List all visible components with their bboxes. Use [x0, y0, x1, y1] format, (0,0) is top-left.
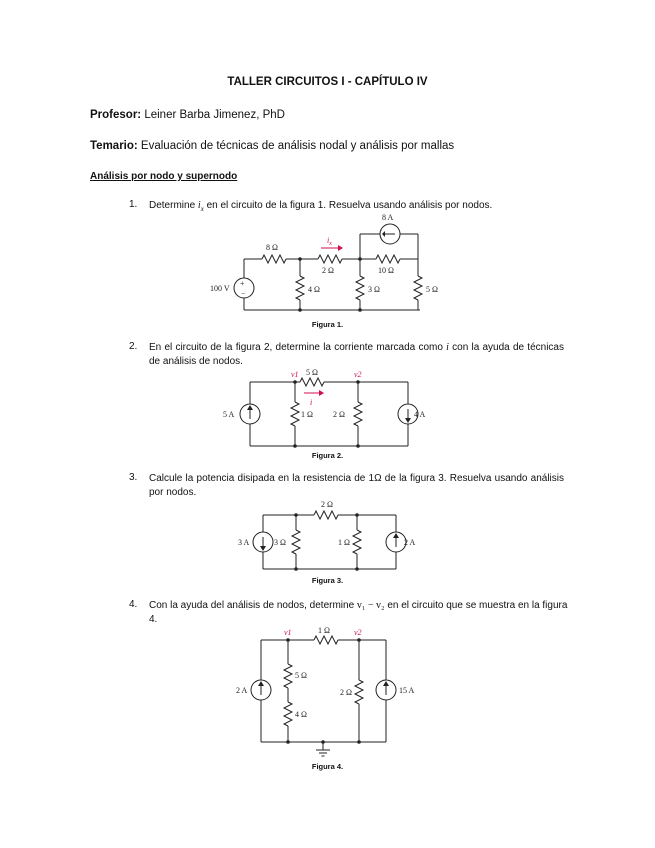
- problem-2-text: En el circuito de la figura 2, determine la corriente marcada como i con la ayuda de técnicas de análisis de nodos.: [149, 342, 564, 367]
- voltage-source-label: 100 V: [210, 284, 230, 293]
- figure-4-circuit: [234, 626, 424, 758]
- v1-label: v1: [284, 628, 292, 637]
- r-top-label: 2 Ω: [321, 500, 333, 509]
- r-right-label: 2 Ω: [340, 688, 352, 697]
- temario-line: [90, 140, 454, 152]
- resistor-1-ohm: [353, 530, 361, 554]
- src-right-label: 4 A: [414, 410, 426, 419]
- problem-3-text: Calcule la potencia disipada en la resistencia de 1Ω de la figura 3. Resuelva usando análisis por nodos.: [149, 473, 564, 498]
- document-title: TALLER CIRCUITOS I - CAPÍTULO IV: [227, 76, 428, 88]
- r-top-label: 5 Ω: [306, 368, 318, 377]
- r4-label: 4 Ω: [308, 285, 320, 294]
- problem-3-number: 3.: [129, 472, 138, 483]
- r-b-label: 4 Ω: [295, 710, 307, 719]
- resistor-1-ohm: [291, 402, 299, 426]
- r-a-label: 5 Ω: [295, 671, 307, 680]
- r-right-label: 2 Ω: [333, 410, 345, 419]
- r3-label: 10 Ω: [378, 266, 394, 275]
- r-right-label: 1 Ω: [338, 538, 350, 547]
- figure-2-circuit: [220, 370, 430, 450]
- temario-value: Evaluación de técnicas de análisis nodal y análisis por mallas: [140, 140, 455, 152]
- problem-4-number: 4.: [129, 599, 138, 610]
- resistor-3-ohm: [356, 276, 364, 300]
- resistor-5-ohm: [414, 276, 422, 300]
- figure-1-circuit: [200, 212, 450, 322]
- r2-label: 2 Ω: [322, 266, 334, 275]
- r6-label: 5 Ω: [426, 285, 438, 294]
- current-i-label: i: [310, 398, 313, 407]
- figure-4-caption: Figura 4.: [311, 762, 344, 771]
- profesor-value: Leiner Barba Jimenez, PhD: [144, 109, 285, 121]
- resistor-3-ohm: [292, 530, 300, 554]
- resistor-1-ohm: [314, 636, 338, 644]
- resistor-2-ohm: [354, 402, 362, 426]
- figure-2-caption: Figura 2.: [311, 451, 344, 460]
- src-left-label: 3 A: [238, 538, 250, 547]
- r-top-label: 1 Ω: [318, 626, 330, 635]
- src-right-label: 15 A: [399, 686, 415, 695]
- minus-sign: −: [241, 289, 246, 298]
- ground-symbol: [316, 750, 330, 756]
- resistor-2-ohm: [355, 680, 363, 704]
- temario-label: Temario:: [90, 140, 138, 152]
- figure-3-circuit: [236, 500, 426, 572]
- plus-sign: +: [240, 279, 245, 288]
- r1-label: 8 Ω: [266, 243, 278, 252]
- resistor-5-ohm: [284, 664, 292, 688]
- ix-label: $i_x$: [327, 236, 332, 247]
- resistor-2-ohm: [314, 511, 338, 519]
- r5-label: 3 Ω: [368, 285, 380, 294]
- resistor-2-ohm: [318, 255, 342, 263]
- problem-4-text: Con la ayuda del análisis de nodos, determine v₁ − v₂ en el circuito que se muestra en la figura 4.: [149, 600, 568, 625]
- r-left-label: 1 Ω: [301, 410, 313, 419]
- src-left-label: 2 A: [236, 686, 248, 695]
- r-left-label: 3 Ω: [274, 538, 286, 547]
- problem-1-text: Determine $i_x$ en el circuito de la figura 1. Resuelva usando análisis por nodos.: [149, 200, 493, 213]
- resistor-4-ohm: [284, 702, 292, 726]
- resistor-8-ohm: [262, 255, 286, 263]
- src-right-label: 2 A: [404, 538, 416, 547]
- figure-1-caption: Figura 1.: [311, 320, 344, 329]
- src-left-label: 5 A: [223, 410, 235, 419]
- v2-label: v2: [354, 628, 362, 637]
- resistor-5-ohm: [300, 378, 324, 386]
- figure-3-caption: Figura 3.: [311, 576, 344, 585]
- profesor-label: Profesor:: [90, 109, 142, 121]
- problem-2-number: 2.: [129, 341, 138, 352]
- resistor-4-ohm: [296, 276, 304, 300]
- section-title: Análisis por nodo y supernodo: [90, 171, 238, 182]
- problem-1-number: 1.: [129, 199, 138, 210]
- v2-label: v2: [354, 370, 362, 379]
- v1-label: v1: [291, 370, 299, 379]
- resistor-10-ohm: [376, 255, 400, 263]
- source-8a-label: 8 A: [382, 213, 394, 222]
- profesor-line: [90, 109, 285, 121]
